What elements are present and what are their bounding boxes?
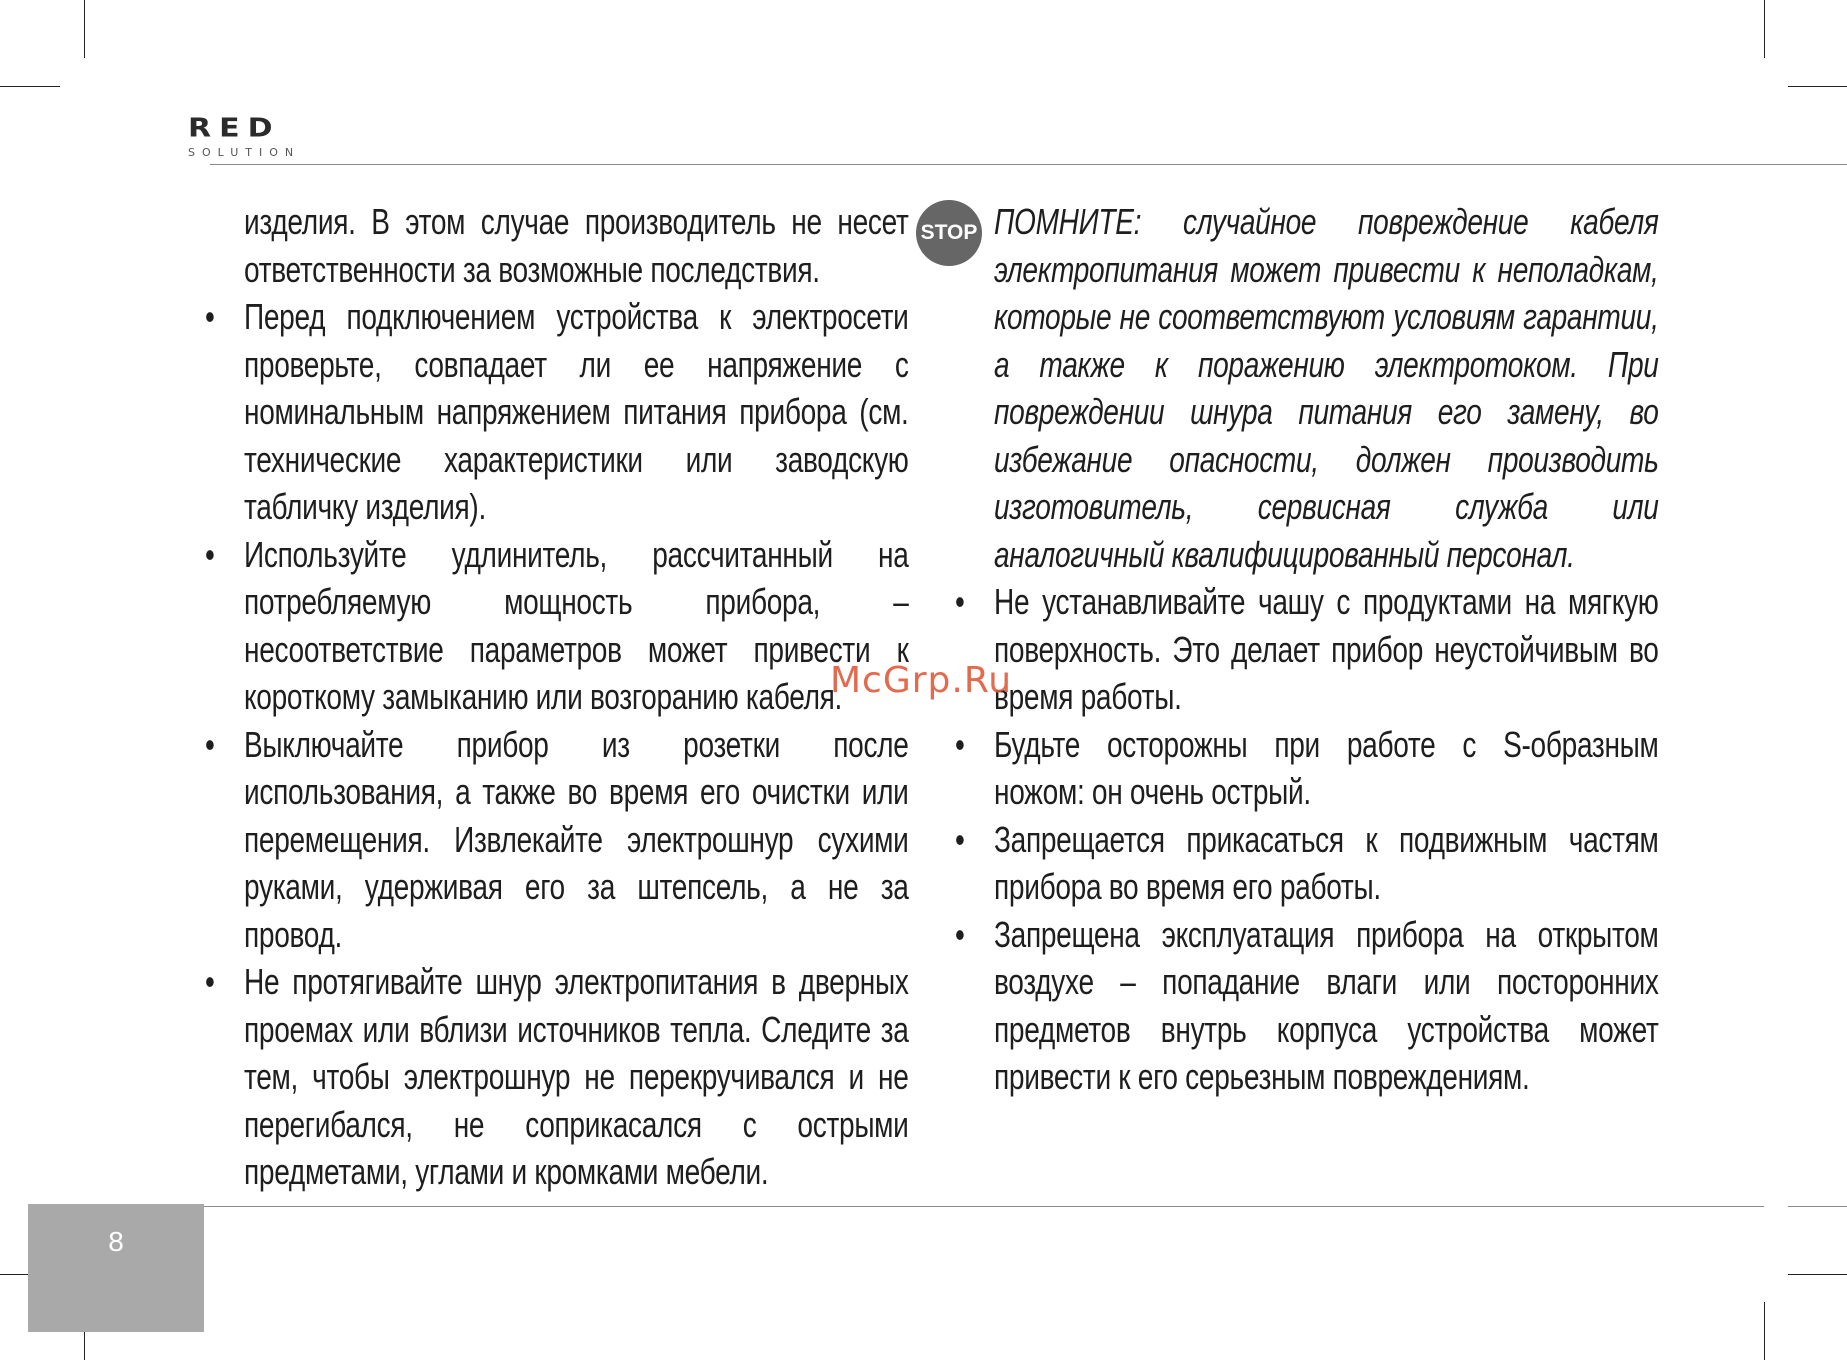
list-item: • Запрещается прикасаться к подвижным частям прибора во время его работы. bbox=[994, 816, 1659, 911]
crop-mark bbox=[1788, 86, 1847, 87]
watermark: McGrp.Ru bbox=[830, 660, 1013, 701]
bullet-icon: • bbox=[205, 961, 215, 1002]
list-item: • Выключайте прибор из розетки после использования, а также во время его очистки или перемещения. Извлекайте электрошнур сухими руками, удерживая его за штепсель, а не за провод. bbox=[244, 721, 909, 959]
crop-mark bbox=[1788, 1274, 1847, 1275]
header-rule bbox=[210, 164, 1847, 165]
list-item: • Используйте удлинитель, рассчитанный на потребляемую мощность прибора, – несоответствие параметров может привести к короткому замыканию или возгоранию кабеля. bbox=[244, 531, 909, 721]
list-item: • Запрещена эксплуатация прибора на открытом воздухе – попадание влаги или посторонних предметов внутрь корпуса устройства может привести к его серьезным повреждениям. bbox=[994, 911, 1659, 1101]
list-item: • Будьте осторожны при работе с S-образным ножом: он очень острый. bbox=[994, 721, 1659, 816]
right-column bbox=[955, 198, 1659, 1101]
brand-logo bbox=[188, 113, 301, 159]
crop-mark bbox=[84, 0, 85, 58]
list-item: • Не устанавливайте чашу с продуктами на мягкую поверхность. Это делает прибор неустойчивым во время работы. bbox=[994, 578, 1659, 721]
bullet-icon: • bbox=[205, 533, 215, 575]
brand-name: RED bbox=[188, 113, 281, 144]
stop-icon bbox=[916, 200, 982, 266]
stop-icon-label: STOP bbox=[920, 221, 978, 244]
page-number: 8 bbox=[108, 1226, 124, 1257]
left-column bbox=[205, 198, 909, 1196]
list-item: • Перед подключением устройства к электросети проверьте, совпадает ли ее напряжение с номинальным напряжением питания прибора (см. технические характеристики или заводскую табличку изделия). bbox=[244, 293, 909, 531]
footer-rule-right bbox=[1788, 1206, 1847, 1207]
intro-paragraph: изделия. В этом случае производитель не несет ответственности за возможные последствия. bbox=[244, 201, 909, 290]
bullet-icon: • bbox=[205, 296, 215, 337]
footer-rule bbox=[204, 1206, 1764, 1207]
list-item: • Не протягивайте шнур электропитания в дверных проемах или вблизи источников тепла. Следите за тем, чтобы электрошнур не перекручивался и не перегибался, не соприкасался с острыми предметами, углами и кромками мебели. bbox=[244, 958, 909, 1196]
bullet-icon: • bbox=[955, 913, 965, 955]
bullet-icon: • bbox=[955, 818, 965, 860]
brand-tagline: SOLUTION bbox=[188, 146, 301, 159]
bullet-icon: • bbox=[955, 581, 965, 622]
crop-mark bbox=[1764, 1302, 1765, 1360]
page-number-box bbox=[28, 1204, 204, 1332]
warning-paragraph: ПОМНИТЕ: случайное повреждение кабеля электропитания может привести к неполадкам, которые не соответствуют условиям гарантии, а также к поражению электротоком. При повреждении шнура питания его замену, во избежание опасности, должен производить изготовитель, сервисная служба или аналогичный квалифицированный персонал. bbox=[994, 201, 1659, 575]
bullet-icon: • bbox=[205, 723, 215, 765]
bullet-icon: • bbox=[955, 723, 965, 765]
crop-mark bbox=[0, 86, 60, 87]
crop-mark bbox=[1764, 0, 1765, 58]
